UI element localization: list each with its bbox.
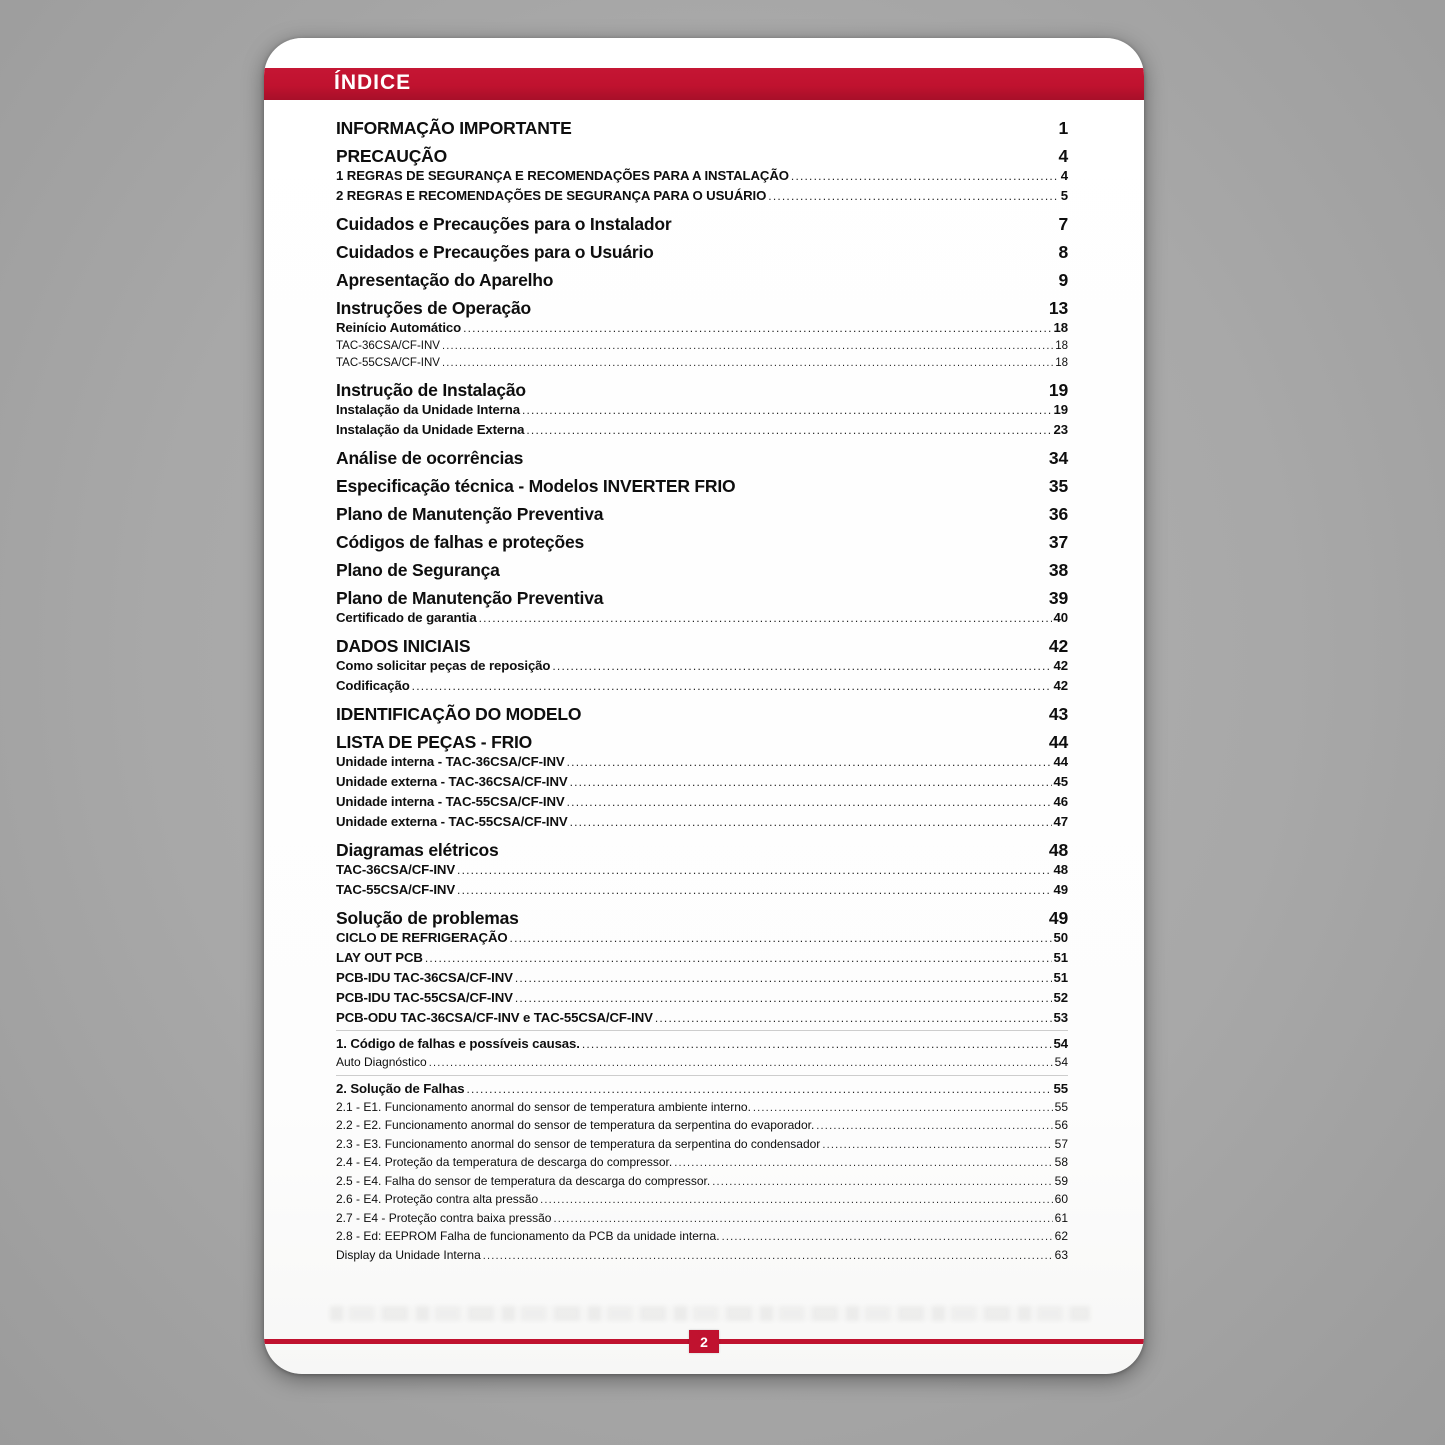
toc-entry-page: 42 [1048, 636, 1068, 656]
dot-leader [816, 1117, 1052, 1136]
toc-entry-page: 58 [1054, 1155, 1068, 1169]
toc-entry-label: Unidade interna - TAC-55CSA/CF-INV [336, 794, 565, 809]
toc-entry-label: TAC-36CSA/CF-INV [336, 340, 440, 352]
toc-entry [336, 908, 1068, 928]
toc-entry-page: 42 [1053, 678, 1068, 693]
toc-entry-label: Diagramas elétricos [336, 840, 499, 860]
toc-entry [336, 676, 1068, 696]
toc-entry-label: PCB-IDU TAC-36CSA/CF-INV [336, 970, 513, 985]
toc-entry-label: 2.1 - E1. Funcionamento anormal do sensor de temperatura ambiente interno. [336, 1099, 751, 1114]
dot-leader [526, 420, 1051, 440]
toc-entry [336, 812, 1068, 832]
toc-entry-page: 35 [1048, 476, 1068, 496]
toc-entry-page: 46 [1053, 794, 1068, 809]
toc-entry-label: INFORMAÇÃO IMPORTANTE [336, 118, 572, 138]
toc-entry [336, 1247, 1068, 1266]
toc-entry [336, 1034, 1068, 1054]
toc-entry-label: Análise de ocorrências [336, 448, 524, 468]
dot-leader [567, 752, 1052, 772]
toc-entry [336, 732, 1068, 752]
toc-entry-label: 2.3 - E3. Funcionamento anormal do sensor de temperatura da serpentina do condensador [336, 1136, 821, 1151]
toc-entry-label: LISTA DE PEÇAS - FRIO [336, 732, 533, 752]
toc-entry [336, 355, 1068, 372]
toc-entry-page: 63 [1054, 1247, 1068, 1262]
dot-leader [655, 1008, 1052, 1028]
toc-entry [336, 704, 1068, 724]
toc-entry-page: 59 [1054, 1173, 1068, 1188]
toc-entry-label: 1. Código de falhas e possíveis causas. [336, 1036, 580, 1051]
toc-entry-page: 9 [1058, 270, 1068, 290]
toc-entry-label: IDENTIFICAÇÃO DO MODELO [336, 704, 582, 724]
toc-entry [336, 532, 1068, 552]
toc-entry-page: 54 [1054, 1055, 1068, 1069]
toc-entry [336, 420, 1068, 440]
toc-entry-label: Instrução de Instalação [336, 380, 526, 400]
toc-entry-label: Auto Diagnóstico [336, 1055, 427, 1069]
toc-entry-page: 18 [1055, 340, 1068, 352]
toc-entry-label: 1 REGRAS DE SEGURANÇA E RECOMENDAÇÕES PARA A INSTALAÇÃO [336, 168, 789, 183]
toc-entry-page: 49 [1053, 882, 1068, 897]
separator-rule [336, 1075, 1068, 1076]
toc-entry [336, 476, 1068, 496]
toc-entry-page: 52 [1053, 990, 1068, 1005]
toc-entry-page: 51 [1053, 970, 1068, 985]
toc-entry-page: 53 [1053, 1010, 1068, 1025]
toc-entry [336, 792, 1068, 812]
toc-entry [336, 318, 1068, 338]
toc-entry-page: 48 [1053, 862, 1068, 877]
index-header-bar [264, 68, 1144, 100]
toc-entry [336, 588, 1068, 608]
toc-entry-page: 56 [1054, 1118, 1068, 1132]
toc-entry-page: 60 [1054, 1192, 1068, 1206]
toc-entry [336, 988, 1068, 1008]
toc-entry-label: TAC-36CSA/CF-INV [336, 862, 456, 877]
toc-entry-label: Instalação da Unidade Interna [336, 402, 520, 417]
toc-entry [336, 1210, 1068, 1229]
toc-entry [336, 214, 1068, 234]
dot-leader [552, 656, 1051, 676]
toc-entry-page: 47 [1053, 814, 1068, 829]
dot-leader [567, 792, 1052, 812]
toc-entry [336, 1191, 1068, 1210]
toc-entry [336, 608, 1068, 628]
toc-entry-page: 40 [1053, 610, 1068, 625]
dot-leader [412, 676, 1052, 696]
dot-leader [463, 318, 1051, 338]
toc-entry-page: 54 [1053, 1036, 1068, 1051]
toc-entry-label: Como solicitar peças de reposição [336, 658, 551, 673]
toc-entry [336, 968, 1068, 988]
toc-entry-page: 39 [1048, 588, 1068, 608]
toc-entry-page: 45 [1053, 774, 1068, 789]
dot-leader [540, 1191, 1053, 1210]
toc-entry-page: 8 [1058, 242, 1068, 262]
toc-entry-label: Cuidados e Precauções para o Usuário [336, 242, 654, 262]
toc-entry-label: 2. Solução de Falhas [336, 1080, 465, 1096]
toc-entry [336, 1228, 1068, 1247]
toc-entry-page: 13 [1048, 298, 1068, 318]
dot-leader [822, 1136, 1052, 1155]
toc-entry-page: 55 [1054, 1099, 1068, 1114]
dot-leader [553, 1210, 1052, 1229]
dot-leader [712, 1173, 1052, 1192]
toc-entry-page: 50 [1053, 930, 1068, 945]
toc-entry [336, 560, 1068, 580]
dot-leader [457, 860, 1051, 880]
dot-leader [442, 338, 1053, 355]
toc-entry-page: 43 [1048, 704, 1068, 724]
toc-entry [336, 880, 1068, 900]
toc-entry-label: Solução de problemas [336, 908, 519, 928]
toc-entry-page: 23 [1053, 422, 1068, 437]
toc-entry [336, 242, 1068, 262]
toc-entry [336, 1136, 1068, 1155]
separator-rule [336, 1030, 1068, 1031]
toc-entry [336, 1079, 1068, 1099]
toc-entry [336, 1099, 1068, 1118]
page-title: ÍNDICE [334, 70, 412, 94]
toc-entry-label: Plano de Manutenção Preventiva [336, 504, 604, 524]
dot-leader [674, 1154, 1052, 1173]
toc-list [336, 118, 1068, 1265]
document-page [264, 38, 1144, 1374]
dot-leader [457, 880, 1051, 900]
toc-entry-label: LAY OUT PCB [336, 950, 423, 965]
toc-entry-label: 2.2 - E2. Funcionamento anormal do sensor de temperatura da serpentina do evaporador. [336, 1118, 815, 1132]
toc-entry [336, 448, 1068, 468]
toc-entry-page: 34 [1048, 448, 1068, 468]
toc-entry-label: TAC-55CSA/CF-INV [336, 882, 456, 897]
dot-leader [753, 1099, 1053, 1118]
dot-leader [570, 812, 1052, 832]
toc-entry-page: 19 [1053, 402, 1068, 417]
toc-entry [336, 146, 1068, 166]
toc-entry-page: 1 [1058, 118, 1068, 138]
toc-entry [336, 270, 1068, 290]
toc-entry-label: PRECAUÇÃO [336, 146, 447, 166]
toc-entry [336, 860, 1068, 880]
toc-entry-label: Codificação [336, 678, 410, 693]
page-number: 2 [700, 1333, 708, 1350]
toc-entry [336, 338, 1068, 355]
dot-leader [515, 988, 1052, 1008]
toc-entry-label: Unidade interna - TAC-36CSA/CF-INV [336, 754, 565, 769]
dot-leader [479, 608, 1052, 628]
toc-entry-label: CICLO DE REFRIGERAÇÃO [336, 930, 508, 945]
toc-entry [336, 380, 1068, 400]
toc-entry-label: Especificação técnica - Modelos INVERTER FRIO [336, 476, 736, 496]
toc-entry [336, 928, 1068, 948]
toc-entry-page: 42 [1053, 658, 1068, 673]
toc-entry [336, 118, 1068, 138]
dot-leader [522, 400, 1052, 420]
toc-entry-label: Unidade externa - TAC-36CSA/CF-INV [336, 774, 568, 789]
toc-entry [336, 752, 1068, 772]
toc-entry-label: 2.5 - E4. Falha do sensor de temperatura da descarga do compressor. [336, 1173, 711, 1188]
toc-entry-label: Instruções de Operação [336, 298, 531, 318]
toc-entry-page: 4 [1058, 146, 1068, 166]
dot-leader [582, 1034, 1052, 1054]
toc-entry-page: 62 [1054, 1229, 1068, 1243]
toc-entry-label: 2.7 - E4 - Proteção contra baixa pressão [336, 1210, 552, 1225]
toc-entry-label: Apresentação do Aparelho [336, 270, 554, 290]
toc-entry-page: 5 [1060, 188, 1068, 203]
toc-entry [336, 948, 1068, 968]
toc-entry-page: 48 [1048, 840, 1068, 860]
dot-leader [515, 968, 1052, 988]
toc-entry [336, 186, 1068, 206]
toc-entry-page: 36 [1048, 504, 1068, 524]
toc-entry [336, 656, 1068, 676]
toc-entry-page: 7 [1058, 214, 1068, 234]
toc-entry [336, 166, 1068, 186]
toc-entry-label: Plano de Manutenção Preventiva [336, 588, 604, 608]
toc-entry-label: 2.4 - E4. Proteção da temperatura de descarga do compressor. [336, 1155, 673, 1169]
toc-entry-page: 51 [1053, 950, 1068, 965]
dot-leader [466, 1079, 1051, 1099]
toc-entry-label: Certificado de garantia [336, 610, 477, 625]
dot-leader [722, 1228, 1053, 1247]
toc-entry-page: 4 [1060, 168, 1068, 183]
toc-entry-page: 18 [1053, 320, 1068, 335]
toc-entry-label: 2.6 - E4. Proteção contra alta pressão [336, 1192, 539, 1206]
toc-entry-page: 49 [1048, 908, 1068, 928]
toc-entry-label: 2.8 - Ed: EEPROM Falha de funcionamento da PCB da unidade interna. [336, 1229, 720, 1243]
toc-entry-label: Reinício Automático [336, 320, 462, 335]
toc-entry [336, 1054, 1068, 1073]
toc-entry-page: 38 [1048, 560, 1068, 580]
toc-entry [336, 400, 1068, 420]
toc-entry-label: TAC-55CSA/CF-INV [336, 357, 440, 369]
toc-entry [336, 504, 1068, 524]
toc-entry-label: Códigos de falhas e proteções [336, 532, 585, 552]
toc-entry-label: DADOS INICIAIS [336, 636, 471, 656]
dot-leader [483, 1247, 1053, 1266]
toc-entry-label: Cuidados e Precauções para o Instalador [336, 214, 672, 234]
dot-leader [570, 772, 1052, 792]
toc-entry-label: Instalação da Unidade Externa [336, 422, 525, 437]
dot-leader [442, 355, 1053, 372]
toc-entry [336, 1008, 1068, 1028]
faded-watermark-text [330, 1306, 1090, 1321]
toc-entry [336, 1117, 1068, 1136]
dot-leader [510, 928, 1052, 948]
toc-entry-label: PCB-ODU TAC-36CSA/CF-INV e TAC-55CSA/CF-INV [336, 1010, 653, 1025]
toc-entry-label: Plano de Segurança [336, 560, 500, 580]
toc-entry [336, 298, 1068, 318]
toc-entry-page: 44 [1048, 732, 1068, 752]
toc-entry-page: 37 [1048, 532, 1068, 552]
toc-entry-label: 2 REGRAS E RECOMENDAÇÕES DE SEGURANÇA PARA O USUÁRIO [336, 188, 767, 203]
toc-entry-page: 19 [1048, 380, 1068, 400]
toc-entry-page: 55 [1053, 1080, 1068, 1096]
toc-entry [336, 1154, 1068, 1173]
toc-entry-label: PCB-IDU TAC-55CSA/CF-INV [336, 990, 513, 1005]
toc-entry-page: 44 [1053, 754, 1068, 769]
toc-entry [336, 840, 1068, 860]
toc-entry [336, 1173, 1068, 1192]
toc-entry [336, 772, 1068, 792]
page-number-badge [689, 1330, 719, 1353]
dot-leader [429, 1054, 1053, 1073]
toc-entry-label: Display da Unidade Interna [336, 1247, 481, 1262]
toc-entry-page: 57 [1054, 1136, 1068, 1151]
dot-leader [791, 166, 1059, 186]
toc-entry-page: 61 [1054, 1210, 1068, 1225]
toc-entry [336, 636, 1068, 656]
dot-leader [768, 186, 1058, 206]
toc-entry-label: Unidade externa - TAC-55CSA/CF-INV [336, 814, 568, 829]
dot-leader [425, 948, 1052, 968]
toc-entry-page: 18 [1055, 357, 1068, 369]
